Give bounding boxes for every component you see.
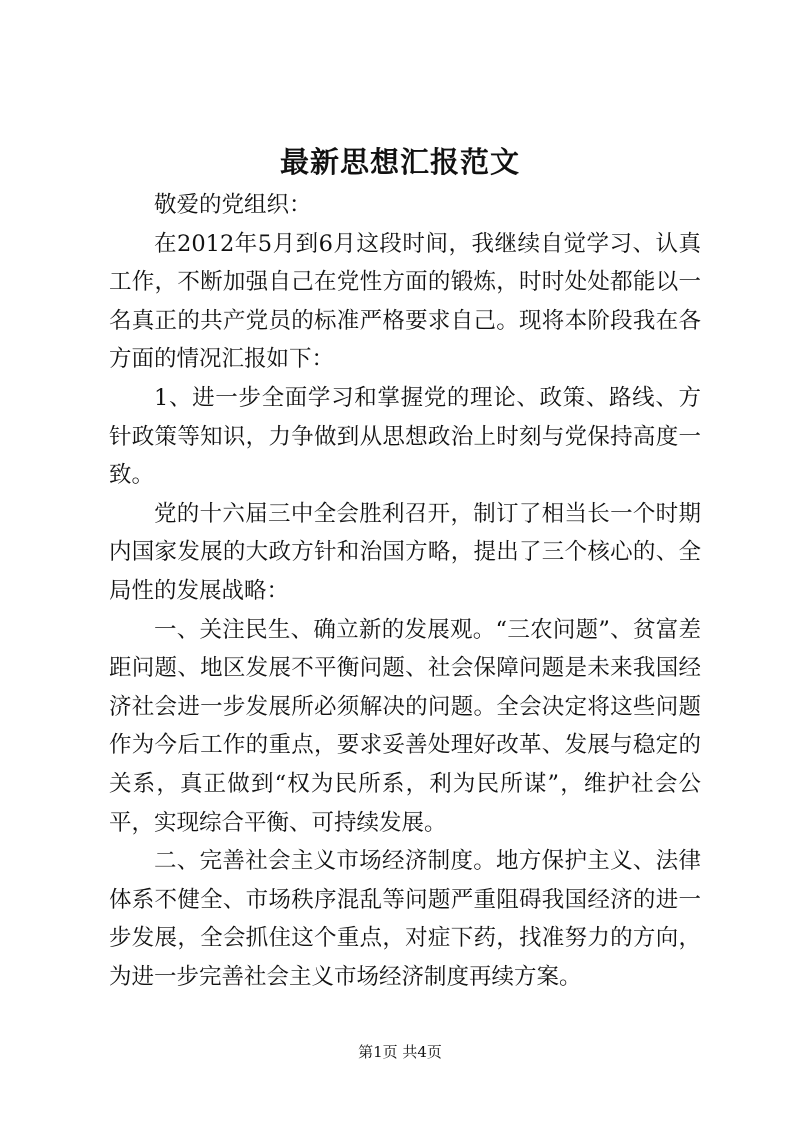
body-paragraph-strategy-1: 一、关注民生、确立新的发展观。“三农问题”、贫富差距问题、地区发展不平衡问题、社会保障问题是未来我国经济社会进一步发展所必须解决的问题。全会决定将这些问题作为今后工作的重点，要求妥善处理好改革、发展与稳定的关系，真正做到“权为民所系，利为民所谋”，维护社会公平，实现综合平衡、可持续发展。 bbox=[109, 616, 701, 836]
page-footer: 第1页 共4页 bbox=[358, 1043, 442, 1061]
salutation-paragraph: 敬爱的党组织： bbox=[154, 192, 312, 218]
body-paragraph-intro: 在2012年5月到6月这段时间，我继续自觉学习、认真工作，不断加强自己在党性方面的锻炼，时时处处都能以一名真正的共产党员的标准严格要求自己。现将本阶段我在各方面的情况汇报如下： bbox=[109, 230, 701, 373]
body-paragraph-strategy-2: 二、完善社会主义市场经济制度。地方保护主义、法律体系不健全、市场秩序混乱等问题严重阻碍我国经济的进一步发展，全会抓住这个重点，对症下药，找准努力的方向，为进一步完善社会主义市场经济制度再续方案。 bbox=[109, 848, 701, 990]
body-paragraph-plenary: 党的十六届三中全会胜利召开，制订了相当长一个时期内国家发展的大政方针和治国方略，提出了三个核心的、全局性的发展战略： bbox=[109, 500, 701, 604]
document-body bbox=[109, 186, 701, 996]
document-title: 最新思想汇报范文 bbox=[279, 145, 520, 179]
body-paragraph-point-1: 1、进一步全面学习和掌握党的理论、政策、路线、方针政策等知识，力争做到从思想政治上时刻与党保持高度一致。 bbox=[109, 384, 701, 489]
